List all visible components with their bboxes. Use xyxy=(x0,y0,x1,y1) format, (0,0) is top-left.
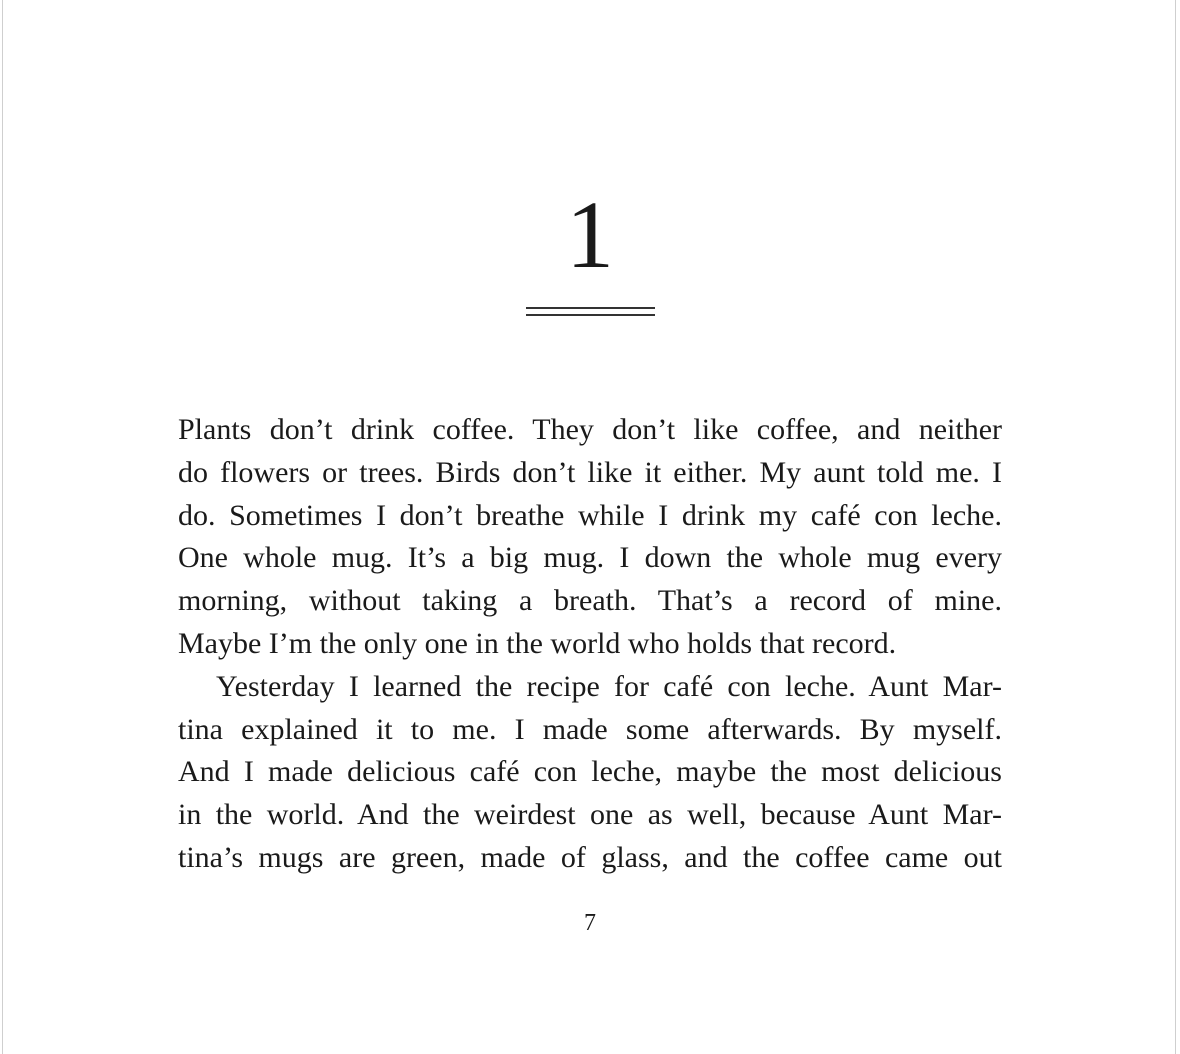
chapter-number: 1 xyxy=(566,181,614,288)
text-line: do flowers or trees. Birds don’t like it either. My aunt told me. I xyxy=(178,455,1002,489)
text-line: tina explained it to me. I made some afterwards. By myself. xyxy=(178,712,1002,746)
text-line: Plants don’t drink coffee. They don’t like coffee, and neither xyxy=(178,413,1002,446)
text-line: And I made delicious café con leche, maybe the most delicious xyxy=(178,755,1002,789)
text-line: Yesterday I learned the recipe for café con leche. Aunt Mar- xyxy=(216,669,1002,703)
body-text xyxy=(178,409,1002,880)
text-line: One whole mug. It’s a big mug. I down the whole mug every xyxy=(178,541,1002,575)
text-line: Maybe I’m the only one in the world who holds that record. xyxy=(178,626,897,660)
text-line: tina’s mugs are green, made of glass, and the coffee came out xyxy=(178,840,1002,874)
text-line: morning, without taking a breath. That’s a record of mine. xyxy=(178,584,1002,618)
text-line: do. Sometimes I don’t breathe while I drink my café con leche. xyxy=(178,498,1002,532)
paragraph-1 xyxy=(178,409,1002,666)
paragraph-2 xyxy=(178,666,1002,880)
page-number: 7 xyxy=(584,910,596,936)
text-line: in the world. And the weirdest one as well, because Aunt Mar- xyxy=(178,798,1002,832)
chapter-double-rule xyxy=(526,307,655,316)
